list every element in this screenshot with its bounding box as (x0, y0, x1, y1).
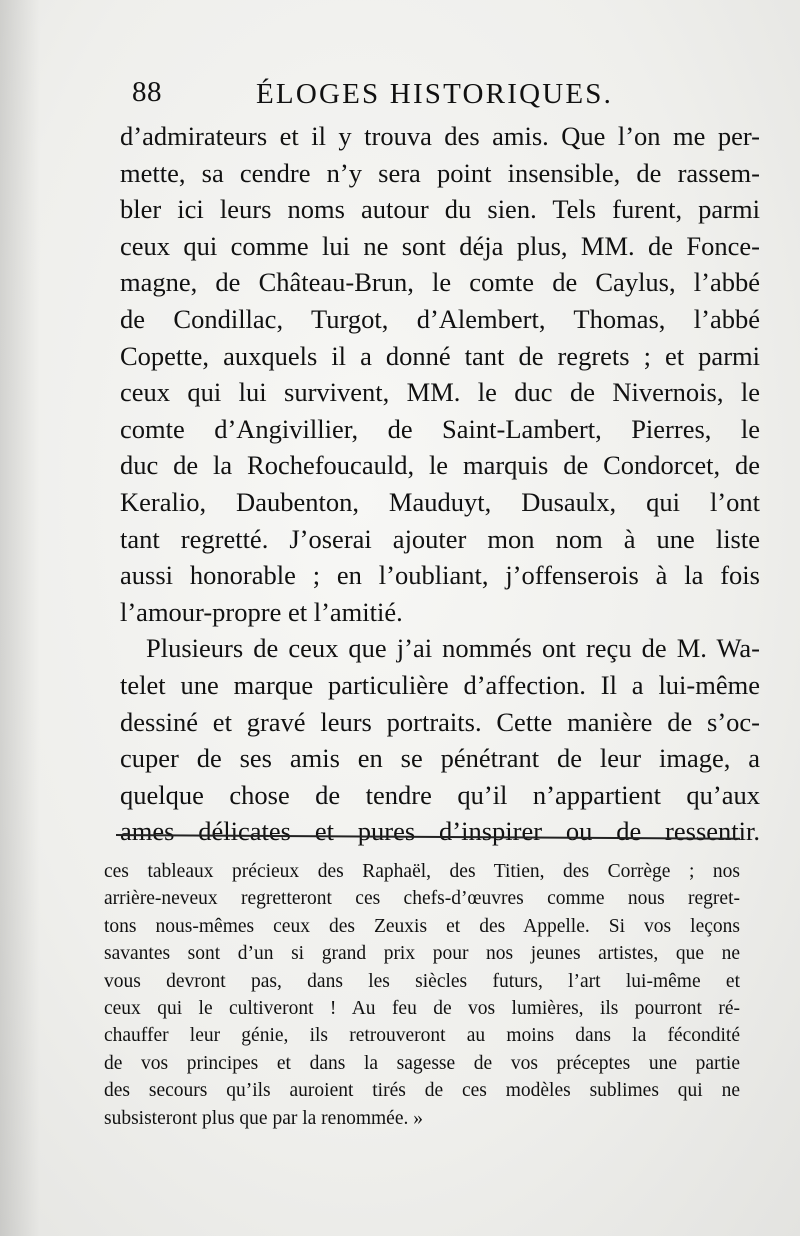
text-line: comte d’Angivillier, de Saint-Lambert, Pierres, le (120, 413, 760, 444)
footnote-line: subsisteront plus que par la renommée. » (104, 1107, 423, 1129)
page-header (132, 76, 652, 120)
text-line: cuper de ses amis en se pénétrant de leur image, a (120, 743, 760, 774)
text-line: bler ici leurs noms autour du sien. Tels furent, parmi (120, 194, 760, 225)
footnote-line: tons nous-mêmes ceux des Zeuxis et des Appelle. Si vos leçons (104, 915, 740, 937)
text-line: dessiné et gravé leurs portraits. Cette manière de s’oc- (120, 706, 760, 737)
text-line: mette, sa cendre n’y sera point insensible, de rassem- (120, 157, 760, 188)
text-line: ames délicates et pures d’inspirer ou de ressentir. (120, 816, 760, 847)
main-text (120, 118, 760, 850)
text-line: telet une marque particulière d’affection. Il a lui-même (120, 669, 760, 700)
footnote-line: savantes sont d’un si grand prix pour nos jeunes artistes, que ne (104, 943, 740, 965)
footnote-line: vous devront pas, dans les siècles futurs, l’art lui-même et (104, 970, 740, 992)
footnote-line: ces tableaux précieux des Raphaël, des Titien, des Corrège ; nos (104, 861, 740, 882)
text-line: magne, de Château-Brun, le comte de Caylus, l’abbé (120, 267, 760, 298)
text-line: quelque chose de tendre qu’il n’appartient qu’aux (120, 779, 760, 810)
text-line: duc de la Rochefoucauld, le marquis de Condorcet, de (120, 450, 760, 481)
footnote-line: arrière-neveux regretteront ces chefs-d’œuvres comme nous regret- (104, 888, 740, 910)
running-title: ÉLOGES HISTORIQUES. (256, 78, 614, 110)
text-line: Keralio, Daubenton, Mauduyt, Dusaulx, qui l’ont (120, 486, 760, 517)
text-line: ceux qui comme lui ne sont déja plus, MM. de Fonce- (120, 230, 760, 261)
footnote-line: ceux qui le cultiveront ! Au feu de vos lumières, ils pourront ré- (104, 997, 740, 1019)
text-line: tant regretté. J’oserai ajouter mon nom à une liste (120, 523, 760, 554)
footnote-line: des secours qu’ils auroient tirés de ces modèles sublimes qui ne (104, 1080, 740, 1102)
footnote-line: chauffer leur génie, ils retrouveront au moins dans la fécondité (104, 1025, 740, 1047)
text-line: Copette, auxquels il a donné tant de regrets ; et parmi (120, 340, 760, 371)
text-line: de Condillac, Turgot, d’Alembert, Thomas, l’abbé (120, 303, 760, 334)
footnote-line: de vos principes et dans la sagesse de vos préceptes une partie (104, 1052, 740, 1074)
text-line: d’admirateurs et il y trouva des amis. Que l’on me per- (120, 121, 760, 151)
footnote (104, 858, 740, 1132)
text-line: Plusieurs de ceux que j’ai nommés ont reçu de M. Wa- (146, 633, 760, 664)
page-number: 88 (132, 76, 162, 108)
text-line: l’amour-propre et l’amitié. (120, 596, 403, 627)
text-line: aussi honorable ; en l’oubliant, j’offenserois à la fois (120, 560, 760, 591)
spine-shadow (0, 0, 40, 1236)
text-line: ceux qui lui survivent, MM. le duc de Nivernois, le (120, 377, 760, 408)
